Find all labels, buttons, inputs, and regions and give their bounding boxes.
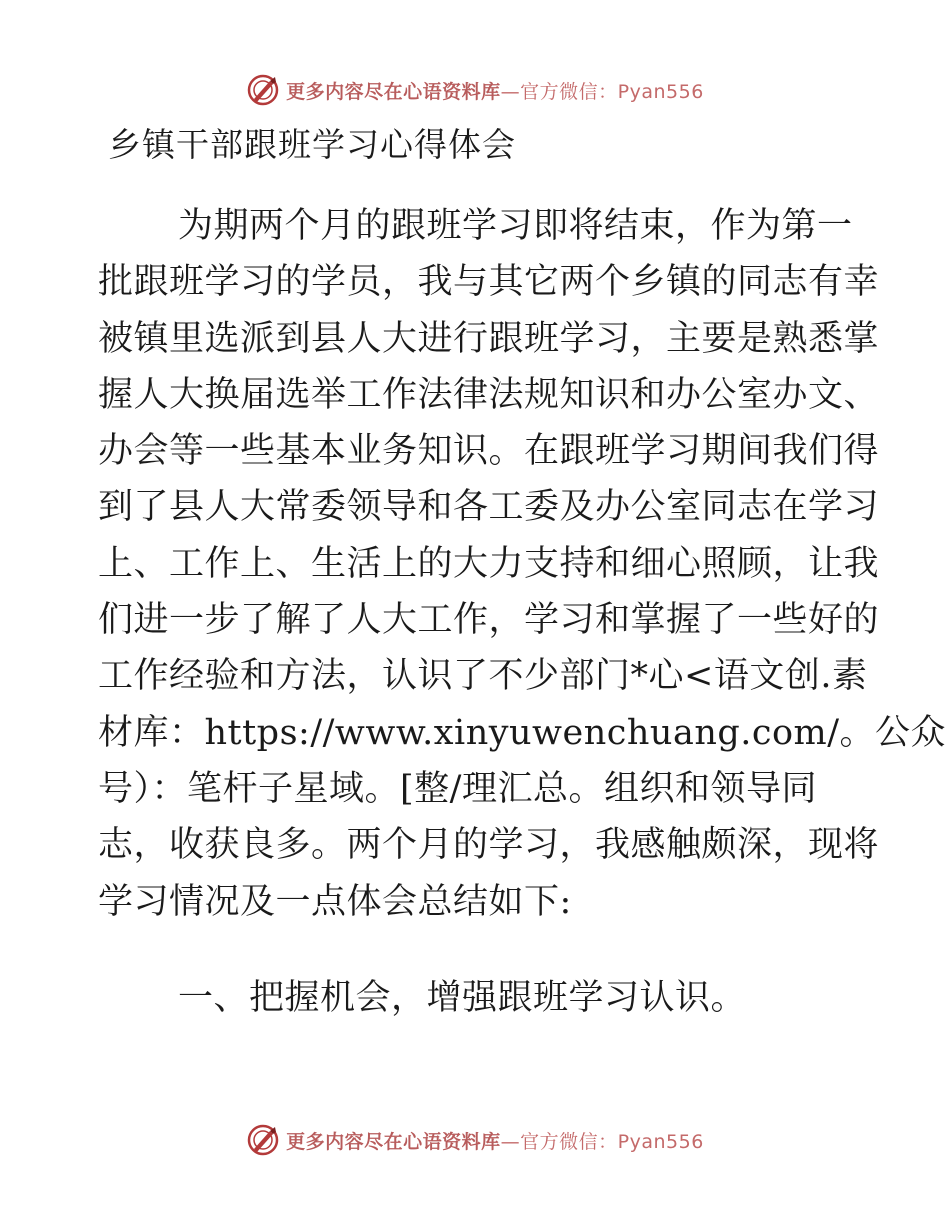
paragraph-line: 批跟班学习的学员，我与其它两个乡镇的同志有幸 bbox=[98, 262, 880, 303]
footer-watermark bbox=[0, 1120, 950, 1160]
paragraph-line: 学习情况及一点体会总结如下: bbox=[98, 881, 572, 922]
paragraph-line: 号）：笔杆子星域。[整/理汇总。组织和领导同 bbox=[98, 768, 817, 809]
paragraph-line: 志，收获良多。两个月的学习，我感触颇深，现将 bbox=[98, 825, 880, 866]
paragraph-line: 被镇里选派到县人大进行跟班学习，主要是熟悉掌 bbox=[98, 318, 880, 359]
paragraph-line: 工作经验和方法，认识了不少部门*心<语文创.素 bbox=[98, 656, 868, 697]
section-heading: 一、把握机会，增强跟班学习认识。 bbox=[178, 978, 747, 1018]
pen-logo-icon bbox=[246, 1123, 280, 1157]
paragraph-line: 到了县人大常委领导和各工委及办公室同志在学习 bbox=[98, 487, 880, 528]
paragraph-line: 们进一步了解了人大工作，学习和掌握了一些好的 bbox=[98, 600, 880, 641]
body-paragraph bbox=[98, 198, 947, 930]
paragraph-line: 握人大换届选举工作法律法规知识和办公室办文、 bbox=[98, 374, 880, 415]
paragraph-line: 上、工作上、生活上的大力支持和细心照顾，让我 bbox=[98, 543, 880, 584]
header-watermark bbox=[0, 70, 950, 110]
paragraph-line: 为期两个月的跟班学习即将结束，作为第一 bbox=[178, 206, 853, 246]
watermark-text: 更多内容尽在心语资料库—官方微信：Pyan556 bbox=[286, 1130, 704, 1153]
paragraph-line: 办会等一些基本业务知识。在跟班学习期间我们得 bbox=[98, 431, 880, 472]
document-title: 乡镇干部跟班学习心得体会 bbox=[108, 125, 516, 164]
pen-logo-icon bbox=[246, 73, 280, 107]
paragraph-line: 材库：https://www.xinyuwenchuang.com/。公众 bbox=[98, 712, 947, 753]
watermark-text: 更多内容尽在心语资料库—官方微信：Pyan556 bbox=[286, 80, 704, 103]
